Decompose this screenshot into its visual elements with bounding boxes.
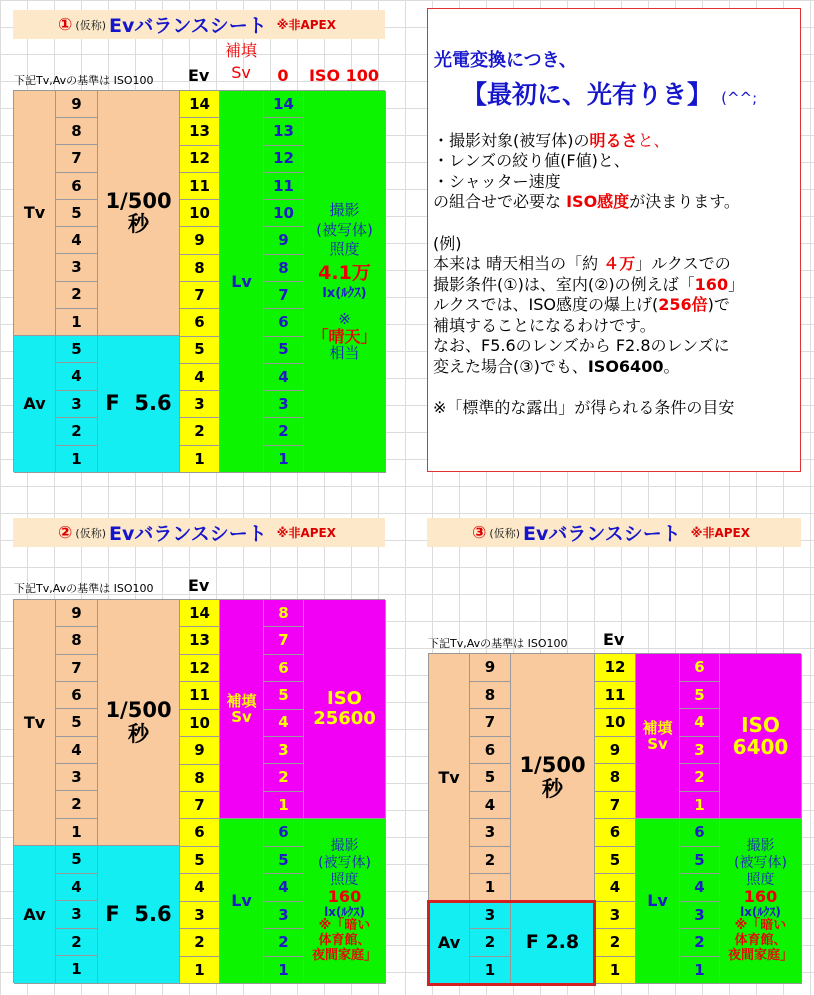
sv-value: 1: [680, 792, 720, 820]
explanation-box: [427, 8, 801, 472]
ev-value: 1: [595, 957, 636, 985]
chart1-lux-unit: lx(ﾙｸｽ): [322, 285, 367, 301]
lv-value: 4: [264, 874, 304, 902]
ex2-text: 撮影条件(①)は、室内(②)の例えば「: [433, 274, 695, 294]
sv-value: 1: [264, 792, 304, 819]
chart1-illum-label: 撮影 (被写体) 照度: [316, 201, 373, 259]
sv-value: 8: [264, 600, 304, 627]
ex2-tail: 」: [728, 274, 745, 294]
ev-value: 7: [595, 792, 636, 820]
chart1-shutter: 1/500 秒: [98, 91, 180, 336]
av-value: 3: [56, 901, 98, 929]
explanation-bullet1: [433, 131, 798, 151]
ev-value: 12: [180, 146, 220, 173]
ev-value: 2: [595, 929, 636, 957]
ex2-value: 160: [694, 274, 729, 294]
tv-value: 7: [470, 709, 511, 737]
chart3-base-note: 下記Tv,Avの基準は ISO100: [428, 637, 568, 650]
lv-value: 10: [264, 200, 304, 227]
chart1-ev-header: Ev: [188, 66, 210, 85]
lv-value: 8: [264, 255, 304, 282]
sv-value: 4: [264, 710, 304, 737]
sv-value: 3: [264, 737, 304, 764]
line4-tail: が決まります。: [629, 192, 740, 212]
chart3-title: [427, 518, 801, 547]
chart3-illum-label: 撮影 (被写体) 照度: [734, 838, 787, 888]
chart1-aperture: F 5.6: [98, 336, 180, 473]
lv-value: 14: [264, 91, 304, 118]
lv-value: 2: [680, 929, 720, 957]
ev-value: 11: [180, 173, 220, 200]
explanation-heading2: 【最初に、光有りき】: [462, 80, 713, 109]
av-value: 4: [56, 363, 98, 390]
chart3-title-number: ③: [472, 522, 487, 543]
lv-value: 1: [264, 446, 304, 473]
tv-value: 1: [56, 819, 98, 846]
chart3-shutter: 1/500 秒: [511, 654, 595, 902]
ev-value: 1: [180, 446, 220, 473]
chart3-note: ※「暗い 体育館、 夜間家庭」: [727, 918, 793, 964]
lv-value: 2: [264, 929, 304, 957]
ev-value: 11: [180, 682, 220, 709]
tv-value: 3: [56, 254, 98, 281]
chart2-table: [13, 599, 385, 983]
chart2-title-number: ②: [58, 522, 73, 543]
chart2-aperture: F 5.6: [98, 846, 180, 984]
chart2-illum-value: 160: [327, 887, 362, 907]
chart1-weather-suffix: 相当: [329, 344, 360, 363]
chart3-title-name: Evバランスシート: [523, 523, 681, 545]
av-value: 1: [56, 956, 98, 984]
ex6-text: 変えた場合(③)でも、: [433, 356, 588, 376]
sv-value: 6: [680, 654, 720, 682]
av-value: 5: [56, 846, 98, 874]
ev-value: 7: [180, 282, 220, 309]
ev-value: 12: [180, 655, 220, 682]
ev-value: 2: [180, 929, 220, 956]
chart3-table: [428, 653, 801, 983]
ev-value: 6: [180, 309, 220, 336]
chart2-title-tag: (仮称): [75, 526, 106, 540]
explanation-emoticon: (^^;: [721, 89, 758, 107]
tv-value: 5: [470, 764, 511, 792]
chart1-lv-label: Lv: [220, 91, 264, 473]
tv-value: 3: [470, 819, 511, 847]
lv-value: 4: [264, 364, 304, 391]
ex3-text: ルクスでは、ISO感度の爆上げ(: [433, 295, 659, 315]
chart1-base-note: 下記Tv,Avの基準は ISO100: [14, 74, 154, 87]
lv-value: 6: [264, 819, 304, 847]
chart3-lv-label: Lv: [636, 819, 680, 984]
chart1-title-name: Evバランスシート: [109, 15, 267, 37]
bullet1-tail: と、: [637, 131, 670, 150]
explanation-heading1: 光電変換につき、: [434, 50, 577, 71]
chart3-av-label: Av: [429, 902, 470, 984]
sv-value: 2: [680, 764, 720, 792]
explanation-ex1: [433, 254, 798, 274]
chart3-title-tag: (仮称): [489, 526, 520, 540]
chart3-illuminance: [720, 819, 802, 984]
ex3-value: 256倍: [658, 295, 708, 315]
bullet1-brightness: 明るさ: [589, 131, 638, 150]
ev-value: 8: [180, 255, 220, 282]
ev-value: 3: [180, 902, 220, 929]
ev-value: 8: [595, 764, 636, 792]
ev-value: 9: [180, 227, 220, 254]
explanation-bullet3: ・シャッター速度: [433, 171, 561, 191]
chart2-iso-value: ISO 25600: [304, 600, 386, 819]
lv-value: 2: [264, 418, 304, 445]
lv-value: 6: [264, 309, 304, 336]
sv-value: 5: [680, 682, 720, 710]
chart1-title-number: ①: [58, 14, 73, 35]
tv-value: 5: [56, 200, 98, 227]
chart1-weather: 「晴天」: [312, 326, 377, 346]
ev-value: 4: [180, 874, 220, 901]
explanation-line4: [433, 192, 798, 212]
ex1-tail: 」ルクスでの: [635, 254, 731, 274]
ex6-iso: ISO6400: [587, 356, 664, 376]
ev-value: 5: [595, 847, 636, 875]
chart1-illum-value: 4.1万: [318, 261, 371, 284]
av-value: 2: [56, 418, 98, 445]
lv-value: 4: [680, 874, 720, 902]
chart1-note-mark: ※: [338, 310, 351, 329]
explanation-ex2: [433, 275, 798, 295]
ev-value: 4: [180, 364, 220, 391]
chart1-sv-header: 補填 Sv: [224, 41, 257, 82]
ev-value: 6: [595, 819, 636, 847]
chart3-sv-label: 補填 Sv: [636, 654, 680, 819]
explanation-footnote: ※「標準的な露出」が得られる条件の目安: [433, 398, 735, 418]
tv-value: 2: [56, 282, 98, 309]
tv-value: 3: [56, 764, 98, 791]
chart3-illum-value: 160: [743, 887, 778, 907]
chart3-ev-header: Ev: [603, 630, 625, 649]
ev-value: 10: [180, 200, 220, 227]
explanation-example-label: (例): [433, 233, 462, 253]
tv-value: 9: [56, 600, 98, 627]
ev-value: 13: [180, 118, 220, 145]
explanation-ex3: [433, 295, 798, 315]
lv-value: 1: [264, 957, 304, 985]
tv-value: 8: [56, 118, 98, 145]
chart2-title: [13, 518, 385, 547]
chart2-av-label: Av: [14, 846, 56, 984]
lv-value: 5: [680, 847, 720, 875]
tv-value: 7: [56, 145, 98, 172]
ev-value: 8: [180, 765, 220, 792]
lv-value: 5: [264, 847, 304, 875]
explanation-ex5: なお、F5.6のレンズから F2.8のレンズに: [433, 336, 730, 356]
ev-value: 9: [595, 737, 636, 765]
tv-value: 6: [470, 737, 511, 765]
lv-value: 11: [264, 173, 304, 200]
ev-value: 3: [595, 902, 636, 930]
chart3-aperture: F 2.8: [511, 902, 595, 984]
chart1-iso-header: ISO 100: [308, 66, 380, 85]
ev-value: 10: [180, 710, 220, 737]
ev-value: 7: [180, 792, 220, 819]
lv-value: 3: [680, 902, 720, 930]
line4-text: の組合せで必要な: [433, 192, 567, 212]
tv-value: 1: [470, 874, 511, 902]
chart2-ev-header: Ev: [188, 576, 210, 595]
chart2-illum-label: 撮影 (被写体) 照度: [318, 838, 371, 888]
lv-value: 3: [264, 902, 304, 930]
ev-value: 3: [180, 391, 220, 418]
chart2-base-note: 下記Tv,Avの基準は ISO100: [14, 582, 154, 595]
tv-value: 8: [470, 682, 511, 710]
tv-value: 6: [56, 173, 98, 200]
sv-value: 4: [680, 709, 720, 737]
explanation-ex4: 補填することになるわけです。: [433, 315, 656, 335]
explanation-ex6: [433, 357, 798, 377]
explanation-heading2-row: [462, 75, 757, 111]
sv-value: 7: [264, 627, 304, 654]
av-value: 2: [470, 929, 511, 956]
av-value: 3: [470, 902, 511, 929]
chart1-tv-label: Tv: [14, 91, 56, 336]
ev-value: 4: [595, 874, 636, 902]
av-value: 1: [56, 446, 98, 473]
chart1-title: [13, 10, 385, 39]
chart1-av-label: Av: [14, 336, 56, 473]
lv-value: 13: [264, 118, 304, 145]
chart3-iso-value: ISO 6400: [720, 654, 802, 819]
chart3-tv-label: Tv: [429, 654, 470, 902]
chart2-note: ※「暗い 体育館、 夜間家庭」: [311, 918, 377, 964]
line4-iso: ISO感度: [566, 192, 630, 212]
ev-value: 11: [595, 682, 636, 710]
lv-value: 6: [680, 819, 720, 847]
chart2-lux-unit: lx(ﾙｸｽ): [324, 904, 365, 919]
chart1-table: [13, 90, 385, 472]
ex1-value: ４万: [603, 254, 636, 274]
av-value: 1: [470, 957, 511, 984]
ev-value: 2: [180, 418, 220, 445]
ev-value: 14: [180, 600, 220, 627]
chart2-lv-label: Lv: [220, 819, 264, 984]
explanation-bullet2: ・レンズの絞り値(F値)と、: [433, 151, 630, 171]
lv-value: 7: [264, 282, 304, 309]
ev-value: 6: [180, 819, 220, 846]
ex1-text: 本来は 晴天相当の「約: [433, 254, 604, 274]
lv-value: 12: [264, 146, 304, 173]
chart3-lux-unit: lx(ﾙｸｽ): [740, 904, 781, 919]
ev-value: 9: [180, 737, 220, 764]
chart2-tv-label: Tv: [14, 600, 56, 846]
lv-value: 5: [264, 337, 304, 364]
chart3-title-apex: ※非APEX: [690, 526, 750, 540]
chart2-shutter: 1/500 秒: [98, 600, 180, 846]
spacer: [433, 377, 798, 398]
spacer: [433, 213, 798, 234]
chart1-title-tag: (仮称): [75, 18, 106, 32]
chart1-title-apex: ※非APEX: [276, 18, 336, 32]
sv-value: 5: [264, 682, 304, 709]
tv-value: 2: [470, 847, 511, 875]
explanation-body: [433, 131, 798, 419]
lv-value: 3: [264, 391, 304, 418]
tv-value: 6: [56, 682, 98, 709]
tv-value: 8: [56, 627, 98, 654]
lv-value: 1: [680, 957, 720, 985]
ex3-tail: )で: [707, 295, 730, 315]
tv-value: 4: [56, 227, 98, 254]
ev-value: 5: [180, 337, 220, 364]
tv-value: 2: [56, 791, 98, 818]
sv-value: 6: [264, 655, 304, 682]
av-value: 3: [56, 391, 98, 418]
chart2-illuminance: [304, 819, 386, 984]
chart2-sv-label: 補填 Sv: [220, 600, 264, 819]
ev-value: 5: [180, 847, 220, 874]
tv-value: 1: [56, 309, 98, 336]
chart2-title-apex: ※非APEX: [276, 526, 336, 540]
sv-value: 2: [264, 764, 304, 791]
tv-value: 4: [56, 737, 98, 764]
ex6-tail: 。: [663, 356, 680, 376]
av-value: 5: [56, 336, 98, 363]
sv-value: 3: [680, 737, 720, 765]
bullet1-text: ・撮影対象(被写体)の: [433, 131, 590, 150]
ev-value: 14: [180, 91, 220, 118]
tv-value: 9: [470, 654, 511, 682]
chart1-illuminance: [304, 91, 386, 473]
ev-value: 13: [180, 627, 220, 654]
av-value: 4: [56, 874, 98, 902]
tv-value: 9: [56, 91, 98, 118]
ev-value: 10: [595, 709, 636, 737]
chart2-title-name: Evバランスシート: [109, 523, 267, 545]
av-value: 2: [56, 929, 98, 957]
ev-value: 12: [595, 654, 636, 682]
chart1-sv-value: 0: [277, 66, 289, 85]
ev-value: 1: [180, 957, 220, 984]
tv-value: 4: [470, 792, 511, 820]
tv-value: 7: [56, 655, 98, 682]
tv-value: 5: [56, 709, 98, 736]
lv-value: 9: [264, 227, 304, 254]
